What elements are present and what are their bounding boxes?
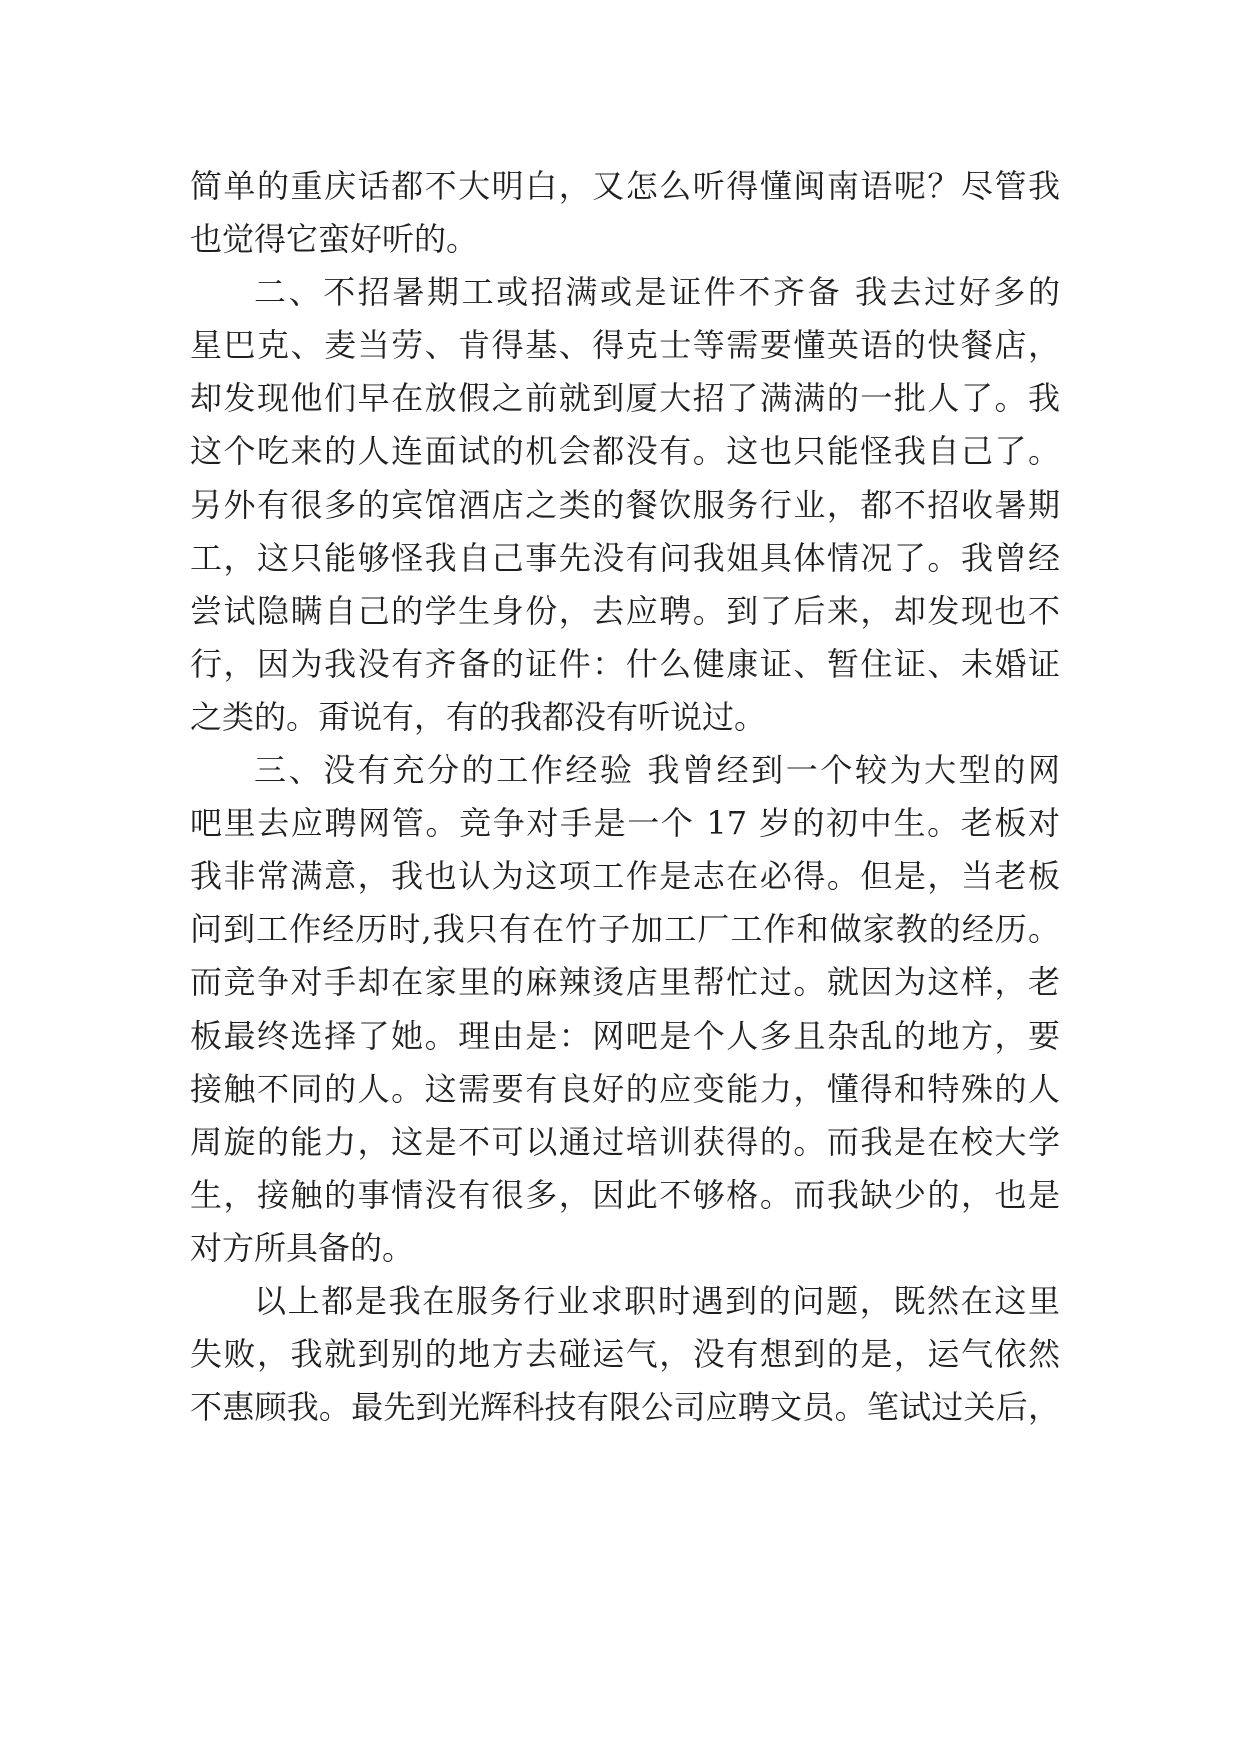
text-line: 简单的重庆话都不大明白，又怎么听得懂闽南语呢？尽管我 — [190, 167, 1060, 205]
text-line: 板最终选择了她。理由是：网吧是个人多且杂乱的地方，要 — [190, 1016, 1060, 1055]
text-line: 却发现他们早在放假之前就到厦大招了满满的一批人了。我 — [190, 379, 1060, 418]
text-line: 而竞争对手却在家里的麻辣烫店里帮忙过。就因为这样，老 — [190, 963, 1060, 1002]
text-line: 我非常满意，我也认为这项工作是志在必得。但是，当老板 — [190, 857, 1060, 896]
text-line: 二、不招暑期工或招满或是证件不齐备 我去过好多的 — [254, 273, 1060, 312]
text-line: 以上都是我在服务行业求职时遇到的问题，既然在这里 — [254, 1281, 1060, 1320]
text-line: 生，接触的事情没有很多，因此不够格。而我缺少的，也是 — [190, 1175, 1060, 1214]
text-line: 三、没有充分的工作经验 我曾经到一个较为大型的网 — [254, 751, 1060, 790]
text-line: 之类的。甭说有，有的我都没有听说过。 — [190, 697, 767, 736]
body-text — [190, 160, 1060, 1434]
text-line: 也觉得它蛮好听的。 — [190, 220, 479, 259]
text-line: 行，因为我没有齐备的证件：什么健康证、暂住证、未婚证 — [190, 644, 1060, 683]
text-line: 吧里去应聘网管。竞争对手是一个 17 岁的初中生。老板对 — [190, 804, 1060, 843]
text-line: 星巴克、麦当劳、肯得基、得克士等需要懂英语的快餐店， — [190, 326, 1060, 365]
text-line: 接触不同的人。这需要有良好的应变能力，懂得和特殊的人 — [190, 1069, 1060, 1108]
text-line: 尝试隐瞒自己的学生身份，去应聘。到了后来，却发现也不 — [190, 591, 1060, 630]
text-line: 工，这只能够怪我自己事先没有问我姐具体情况了。我曾经 — [190, 538, 1060, 577]
text-line: 对方所具备的。 — [190, 1228, 415, 1267]
text-line: 不惠顾我。最先到光辉科技有限公司应聘文员。笔试过关后， — [190, 1388, 1060, 1427]
text-line: 周旋的能力，这是不可以通过培训获得的。而我是在校大学 — [190, 1122, 1060, 1161]
text-line: 这个吃来的人连面试的机会都没有。这也只能怪我自己了。 — [190, 432, 1060, 471]
text-line: 另外有很多的宾馆酒店之类的餐饮服务行业，都不招收暑期 — [190, 485, 1060, 524]
text-line: 失败，我就到别的地方去碰运气，没有想到的是，运气依然 — [190, 1335, 1060, 1374]
text-line: 问到工作经历时,我只有在竹子加工厂工作和做家教的经历。 — [190, 910, 1060, 949]
